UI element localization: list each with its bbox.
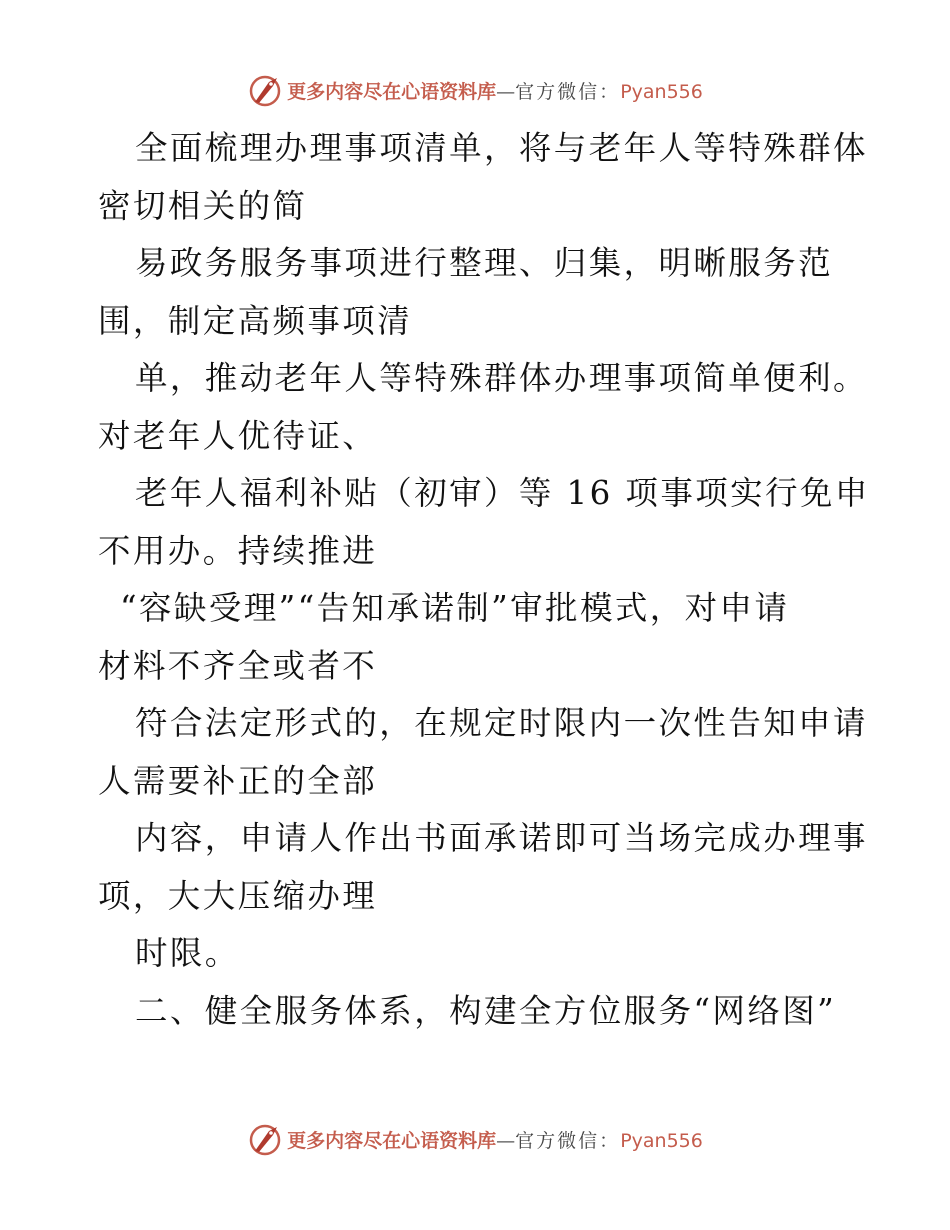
header-wechat-id: Pyan556 [620,80,703,103]
header-brand-name: 更多内容尽在心语资料库 [287,80,497,103]
text-line: 人需要补正的全部 [98,761,378,800]
text-line: 密切相关的简 [98,186,308,225]
page-header [0,68,950,112]
text-line: 时限。 [135,934,240,972]
document-body [98,120,870,1040]
footer-brand-name: 更多内容尽在心语资料库 [287,1129,497,1152]
text-line: 老年人福利补贴（初审）等 16 项事项实行免申 [135,474,870,512]
text-line: 项，大大压缩办理 [98,876,378,915]
text-line: 对老年人优待证、 [98,416,378,455]
footer-wechat-id: Pyan556 [620,1129,703,1152]
pen-nib-logo-icon [247,1121,283,1157]
text-line: 易政务服务事项进行整理、归集，明晰服务范 [135,244,834,282]
text-line: 符合法定形式的，在规定时限内一次性告知申请 [135,704,868,742]
header-brand [287,77,703,104]
header-wechat-label: 官方微信： [515,80,621,103]
text-line: 不用办。持续推进 [98,531,378,570]
text-line: 单，推动老年人等特殊群体办理事项简单便利。 [135,359,868,397]
footer-wechat-label: 官方微信： [515,1129,621,1152]
text-line: 全面梳理办理事项清单，将与老年人等特殊群体 [135,129,868,167]
page-footer [0,1117,950,1161]
footer-brand [287,1126,703,1153]
header-dash: — [496,80,516,103]
text-line: 二、健全服务体系，构建全方位服务“网络图” [135,991,837,1030]
text-line: 材料不齐全或者不 [98,646,378,685]
text-line: 围，制定高频事项清 [98,301,413,340]
pen-nib-logo-icon [247,72,283,108]
footer-dash: — [496,1129,516,1152]
text-line: 内容，申请人作出书面承诺即可当场完成办理事 [135,819,868,857]
text-line: “容缺受理”“告知承诺制”审批模式，对申请 [120,589,790,627]
